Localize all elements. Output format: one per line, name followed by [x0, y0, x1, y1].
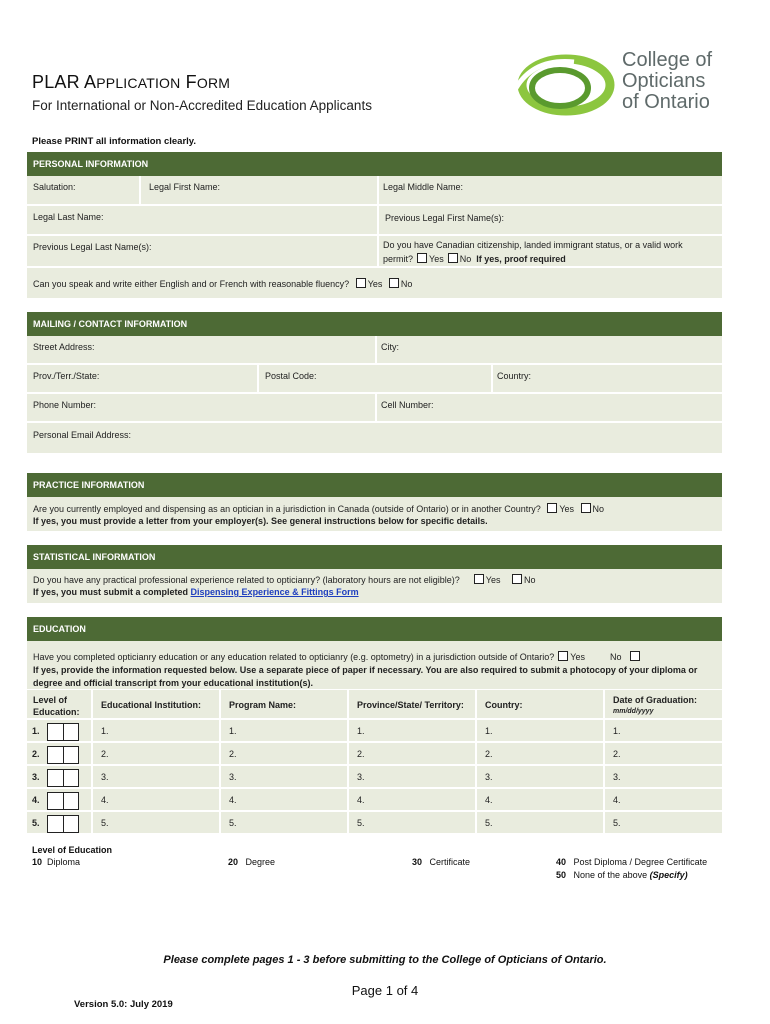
- institution-row-number: 5.: [101, 818, 109, 828]
- practice-row: [27, 497, 722, 533]
- email-field[interactable]: [27, 423, 722, 455]
- graduation-date-input[interactable]: [603, 720, 722, 741]
- institution-input[interactable]: [91, 766, 221, 787]
- country-row-number: 2.: [485, 749, 493, 759]
- level-code-input[interactable]: [47, 746, 79, 764]
- program-input[interactable]: [219, 766, 349, 787]
- first-name-field[interactable]: [139, 176, 379, 204]
- graduation-date-row-number: 1.: [613, 726, 621, 736]
- institution-row-number: 3.: [101, 772, 109, 782]
- education-row: [27, 766, 722, 789]
- statistical-info-heading: STATISTICAL INFORMATION: [27, 545, 722, 569]
- previous-first-name-field[interactable]: [377, 206, 722, 234]
- phone-label: Phone Number:: [33, 400, 97, 410]
- province-row-number: 4.: [357, 795, 365, 805]
- college-logo: [514, 48, 744, 122]
- salutation-field[interactable]: [27, 176, 137, 206]
- last-name-label: Legal Last Name:: [33, 212, 104, 222]
- province-input[interactable]: [347, 720, 477, 741]
- previous-last-name-label: Previous Legal Last Name(s):: [33, 242, 152, 252]
- street-field[interactable]: [27, 336, 373, 365]
- legend-30: 30 Certificate: [412, 857, 471, 867]
- logo-text: College of Opticians of Ontario: [622, 49, 713, 113]
- province-row-number: 1.: [357, 726, 365, 736]
- first-name-label: Legal First Name:: [149, 182, 221, 192]
- citizenship-question: Do you have Canadian citizenship, landed immigrant status, or a valid work: [383, 240, 683, 250]
- contact-row-2: [27, 365, 722, 394]
- program-row-number: 5.: [229, 818, 237, 828]
- level-code-input[interactable]: [47, 723, 79, 741]
- province-input[interactable]: [347, 789, 477, 810]
- country-row-number: 4.: [485, 795, 493, 805]
- country-input[interactable]: [475, 789, 605, 810]
- postal-code-label: Postal Code:: [265, 371, 317, 381]
- country-row-number: 5.: [485, 818, 493, 828]
- col-province: Province/State/ Territory:: [357, 700, 464, 710]
- province-input[interactable]: [347, 743, 477, 764]
- personal-row-4: [27, 268, 722, 300]
- citizenship-no-checkbox[interactable]: [448, 253, 458, 263]
- province-row-number: 5.: [357, 818, 365, 828]
- fluency-question: Can you speak and write either English and or French with reasonable fluency? Yes No: [33, 279, 413, 289]
- education-row: [27, 743, 722, 766]
- date-format: mm/dd/yyyy: [613, 708, 654, 715]
- country-row-number: 3.: [485, 772, 493, 782]
- graduation-date-row-number: 4.: [613, 795, 621, 805]
- program-input[interactable]: [219, 743, 349, 764]
- page-number: Page 1 of 4: [351, 983, 419, 998]
- statistical-row: [27, 569, 722, 605]
- middle-name-label: Legal Middle Name:: [383, 182, 464, 192]
- education-no-checkbox[interactable]: [630, 651, 640, 661]
- dispensing-form-link[interactable]: Dispensing Experience & Fittings Form: [190, 587, 359, 597]
- col-program: Program Name:: [229, 700, 297, 710]
- program-row-number: 3.: [229, 772, 237, 782]
- graduation-date-input[interactable]: [603, 812, 722, 833]
- institution-row-number: 1.: [101, 726, 109, 736]
- legend-40: 40 Post Diploma / Degree Certificate: [556, 857, 708, 867]
- col-country: Country:: [485, 700, 523, 710]
- program-row-number: 4.: [229, 795, 237, 805]
- province-row-number: 2.: [357, 749, 365, 759]
- country-input[interactable]: [475, 766, 605, 787]
- graduation-date-input[interactable]: [603, 743, 722, 764]
- contact-info-heading: MAILING / CONTACT INFORMATION: [27, 312, 722, 336]
- level-code-input[interactable]: [47, 769, 79, 787]
- institution-input[interactable]: [91, 743, 221, 764]
- submission-note: Please complete pages 1 - 3 before submitting to the College of Opticians of Ontario.: [163, 954, 607, 966]
- print-note: Please PRINT all information clearly.: [32, 136, 197, 147]
- graduation-date-row-number: 2.: [613, 749, 621, 759]
- legend-20: 20 Degree: [228, 857, 276, 867]
- graduation-date-input[interactable]: [603, 789, 722, 810]
- practice-note: If yes, you must provide a letter from your employer(s). See general instructions below for specific details.: [33, 516, 488, 526]
- education-row-number: 4.: [32, 795, 40, 805]
- education-row-number: 3.: [32, 772, 40, 782]
- level-code-input[interactable]: [47, 792, 79, 810]
- education-row: [27, 812, 722, 835]
- email-label: Personal Email Address:: [33, 430, 132, 440]
- province-row-number: 3.: [357, 772, 365, 782]
- statistical-no-checkbox[interactable]: [512, 574, 522, 584]
- education-row-number: 5.: [32, 818, 40, 828]
- eye-logo-icon: [514, 48, 618, 122]
- country-input[interactable]: [475, 743, 605, 764]
- statistical-question: Do you have any practical professional experience related to opticianry? (laboratory hours are not eligible)? Yes No: [33, 575, 536, 585]
- street-label: Street Address:: [33, 342, 95, 352]
- personal-row-2: [27, 206, 722, 236]
- education-question: Have you completed opticianry education or any education related to opticianry (e.g. optometry) in a jurisdiction outside of Ontario? Yes No: [33, 651, 642, 662]
- education-intro: [27, 641, 722, 689]
- program-row-number: 1.: [229, 726, 237, 736]
- country-input[interactable]: [475, 812, 605, 833]
- fluency-no-checkbox[interactable]: [389, 278, 399, 288]
- country-label: Country:: [497, 371, 532, 381]
- education-yes-checkbox[interactable]: [558, 651, 568, 661]
- graduation-date-input[interactable]: [603, 766, 722, 787]
- education-table-header: [27, 690, 722, 720]
- contact-row-3: [27, 394, 722, 423]
- col-institution: Educational Institution:: [101, 700, 201, 710]
- prov-label: Prov./Terr./State:: [33, 371, 100, 381]
- country-row-number: 1.: [485, 726, 493, 736]
- col-graduation-date: Date of Graduation:: [613, 695, 698, 705]
- city-label: City:: [381, 342, 399, 352]
- education-heading: EDUCATION: [27, 617, 722, 641]
- institution-input[interactable]: [91, 720, 221, 741]
- education-note-1: If yes, provide the information requested below. Use a separate piece of paper if necessary. You are also required to submit a photocopy of your diploma or: [33, 665, 698, 675]
- middle-name-field[interactable]: [377, 176, 722, 204]
- institution-input[interactable]: [91, 789, 221, 810]
- postal-code-field[interactable]: [257, 365, 493, 392]
- city-field[interactable]: [375, 336, 722, 363]
- education-row: [27, 789, 722, 812]
- cell-number-label: Cell Number:: [381, 400, 434, 410]
- legend-title: Level of Education: [32, 845, 113, 855]
- legend-10: 10 Diploma: [32, 857, 81, 867]
- institution-input[interactable]: [91, 812, 221, 833]
- col-level: Level of Education:: [33, 695, 80, 717]
- institution-row-number: 2.: [101, 749, 109, 759]
- practice-no-checkbox[interactable]: [581, 503, 591, 513]
- program-input[interactable]: [219, 812, 349, 833]
- level-code-input[interactable]: [47, 815, 79, 833]
- country-input[interactable]: [475, 720, 605, 741]
- statistical-note: If yes, you must submit a completed Dispensing Experience & Fittings Form: [33, 587, 359, 597]
- fluency-yes-checkbox[interactable]: [356, 278, 366, 288]
- practice-yes-checkbox[interactable]: [547, 503, 557, 513]
- personal-row-3: [27, 236, 722, 268]
- form-title: PLAR APPLICATION FORM: [32, 72, 231, 92]
- cell-number-field[interactable]: [375, 394, 722, 421]
- previous-first-name-label: Previous Legal First Name(s):: [385, 213, 505, 223]
- education-row-number: 2.: [32, 749, 40, 759]
- graduation-date-row-number: 5.: [613, 818, 621, 828]
- form-subtitle: For International or Non-Accredited Education Applicants: [32, 98, 372, 113]
- education-note-2: degree and official transcript from your educational institution(s).: [33, 678, 314, 688]
- practice-question: Are you currently employed and dispensing as an optician in a jurisdiction in Canada (outside of Ontario) or in another Country? Yes No: [33, 504, 605, 514]
- province-input[interactable]: [347, 812, 477, 833]
- personal-info-heading: PERSONAL INFORMATION: [27, 152, 722, 176]
- citizenship-cell: [377, 236, 722, 266]
- citizenship-yes-checkbox[interactable]: [417, 253, 427, 263]
- practice-info-heading: PRACTICE INFORMATION: [27, 473, 722, 497]
- country-field[interactable]: [491, 365, 722, 392]
- province-input[interactable]: [347, 766, 477, 787]
- institution-row-number: 4.: [101, 795, 109, 805]
- statistical-yes-checkbox[interactable]: [474, 574, 484, 584]
- salutation-label: Salutation:: [33, 182, 76, 192]
- legend-50: 50 None of the above (Specify): [556, 870, 688, 880]
- graduation-date-row-number: 3.: [613, 772, 621, 782]
- program-input[interactable]: [219, 720, 349, 741]
- education-row: [27, 720, 722, 743]
- version-label: Version 5.0: July 2019: [74, 999, 173, 1010]
- program-row-number: 2.: [229, 749, 237, 759]
- program-input[interactable]: [219, 789, 349, 810]
- education-row-number: 1.: [32, 726, 40, 736]
- citizenship-options: permit? Yes No If yes, proof required: [383, 254, 566, 264]
